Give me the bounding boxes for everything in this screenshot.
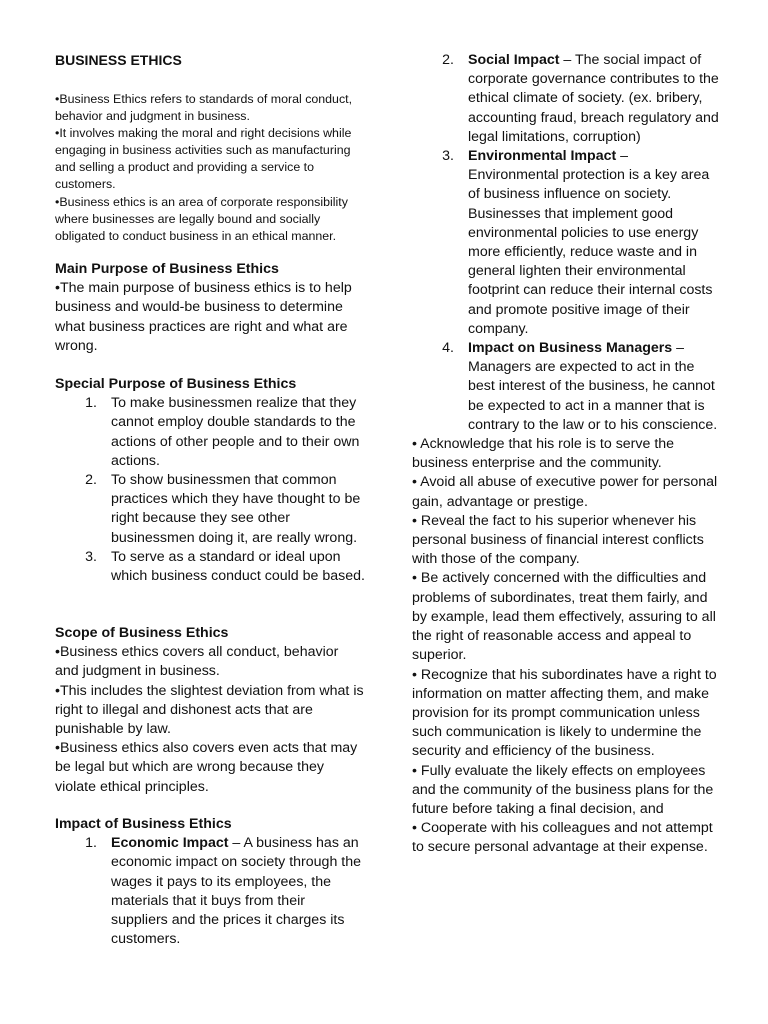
impact-label: Social Impact	[468, 52, 560, 68]
list-number: 3.	[442, 148, 454, 165]
list-item	[55, 471, 365, 548]
list-text: To show businessmen that common practices which they have thought to be right because they see other businessmen doing it, are really wrong.	[111, 472, 361, 546]
impact-label: Impact on Business Managers	[468, 340, 673, 357]
document-title: BUSINESS ETHICS	[55, 52, 182, 68]
duty-item: • Reveal the fact to his superior whenever his personal business of financial interest conflicts with those of the company.	[412, 512, 704, 568]
list-number: 4.	[442, 340, 454, 357]
impact-heading: Impact of Business Ethics	[55, 816, 232, 832]
list-number: 1.	[85, 395, 97, 412]
list-item	[412, 339, 722, 435]
intro-paragraph: •Business ethics is an area of corporate responsibility where businesses are legally bound and socially obligated to conduct business in an ethical manner.	[55, 194, 348, 243]
list-number: 2.	[85, 472, 97, 489]
scope-item: •Business ethics also covers even acts that may be legal but which are wrong because they violate ethical principles.	[55, 740, 358, 795]
list-text: – Managers are expected to act in the best interest of the business, he cannot be expected to act in a manner that is contrary to the law or to his conscience.	[468, 340, 718, 433]
impact-list-part2	[412, 51, 722, 435]
intro-paragraph: •It involves making the moral and right decisions while engaging in business activities such as manufacturing and selling a product and providing a service to customers.	[55, 126, 352, 192]
impact-list-part1	[55, 834, 365, 949]
scope-section	[55, 624, 365, 797]
manager-duties-list	[412, 435, 722, 857]
main-purpose-text: •The main purpose of business ethics is to help business and would-be business to determine what business practices are right and what are wrong.	[55, 280, 352, 354]
special-purpose-list	[55, 394, 365, 586]
duty-item: • Recognize that his subordinates have a right to information on matter affecting them, and make provision for its prompt communication unless such communication is likely to undermine the security and efficiency of the business.	[412, 666, 717, 760]
impact-label: Environmental Impact	[468, 148, 617, 165]
list-number: 1.	[85, 835, 97, 852]
list-text: – A business has an economic impact on society through the wages it pays to its employees, the materials that it buys from their suppliers and the prices it charges its customers.	[111, 835, 361, 948]
list-text: To make businessmen realize that they cannot employ double standards to the actions of other people and to their own actions.	[111, 395, 360, 469]
list-number: 2.	[442, 52, 454, 68]
special-purpose-section	[55, 375, 365, 586]
list-text: – The social impact of corporate governance contributes to the ethical climate of society. (ex. bribery, accounting fraud, breach regulatory and legal limitations, corruption)	[468, 52, 719, 145]
duty-item: • Acknowledge that his role is to serve the business enterprise and the community.	[412, 436, 675, 472]
scope-heading: Scope of Business Ethics	[55, 625, 229, 641]
impact-section	[55, 815, 365, 949]
impact-list-continued	[412, 51, 722, 858]
list-item	[412, 147, 722, 339]
duty-item: • Be actively concerned with the difficulties and problems of subordinates, treat them fairly, and by example, lead them effectively, assuring to all the right of reasonable access and appeal to superior.	[412, 570, 716, 664]
main-purpose-section	[55, 260, 365, 356]
scope-list	[55, 643, 365, 797]
intro-paragraph: •Business Ethics refers to standards of moral conduct, behavior and judgment in business.	[55, 92, 353, 124]
list-item	[55, 548, 365, 586]
special-purpose-heading: Special Purpose of Business Ethics	[55, 376, 297, 392]
intro-section	[55, 91, 367, 245]
scope-item: •Business ethics covers all conduct, behavior and judgment in business.	[55, 644, 339, 680]
list-item	[55, 834, 365, 949]
list-item	[412, 51, 722, 147]
duty-item: • Fully evaluate the likely effects on employees and the community of the business plans for the future before taking a final decision, and	[412, 762, 714, 817]
main-purpose-heading: Main Purpose of Business Ethics	[55, 261, 279, 277]
list-number: 3.	[85, 548, 97, 565]
duty-item: • Cooperate with his colleagues and not attempt to secure personal advantage at their expense.	[412, 820, 713, 856]
list-text: To serve as a standard or ideal upon which business conduct could be based.	[111, 548, 365, 585]
duty-item: • Avoid all abuse of executive power for personal gain, advantage or prestige.	[412, 474, 718, 510]
scope-item: •This includes the slightest deviation from what is right to illegal and dishonest acts that are punishable by law.	[55, 682, 364, 738]
list-text: – Environmental protection is a key area of business influence on society. Businesses that implement good environmental policies to use energy more efficiently, reduce waste and in general lighten their environmental footprint can reduce their internal costs and promote positive image of their company.	[468, 148, 713, 337]
impact-label: Economic Impact	[111, 835, 229, 852]
list-item	[55, 394, 365, 471]
